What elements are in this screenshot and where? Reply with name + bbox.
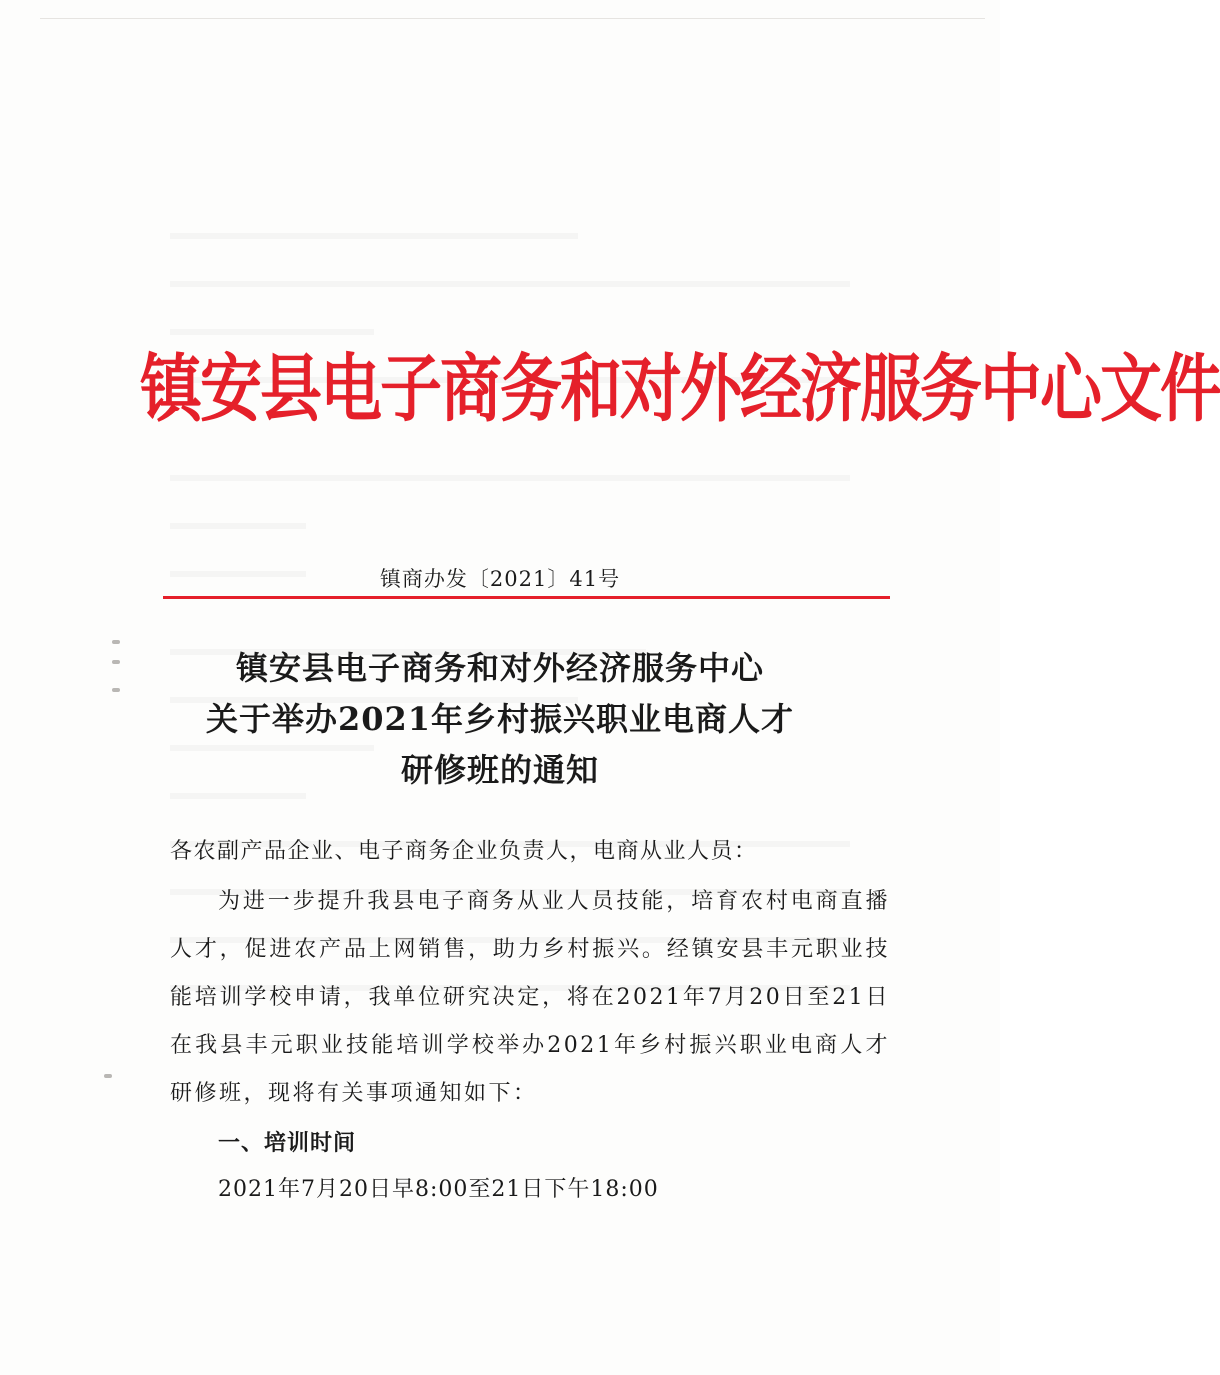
notice-title-line1: 镇安县电子商务和对外经济服务中心 xyxy=(235,649,764,687)
binding-mark xyxy=(104,1074,112,1078)
red-separator-line xyxy=(163,596,890,599)
training-time-text: 2021年7月20日早8:00至21日下午18:00 xyxy=(218,1177,659,1202)
scan-edge xyxy=(40,18,985,19)
body-paragraph: 为进一步提升我县电子商务从业人员技能，培育农村电商直播人才，促进农产品上网销售，助力乡村振兴。经镇安县丰元职业技能培训学校申请，我单位研究决定，将在2021年7月20日至21日在我县丰元职业技能培训学校举办2021年乡村振兴职业电商人才研修班，现将有关事项通知如下： xyxy=(170,889,890,1106)
document-masthead: 镇安县电子商务和对外经济服务中心文件 xyxy=(140,345,1220,432)
notice-title-line3: 研修班的通知 xyxy=(400,751,599,789)
document-number: 镇商办发〔2021〕41号 xyxy=(379,567,621,591)
section-heading-training-time: 一、培训时间 xyxy=(218,1131,357,1156)
notice-title-line2: 关于举办2021年乡村振兴职业电商人才 xyxy=(205,700,795,738)
salutation: 各农副产品企业、电子商务企业负责人，电商从业人员： xyxy=(170,839,758,864)
